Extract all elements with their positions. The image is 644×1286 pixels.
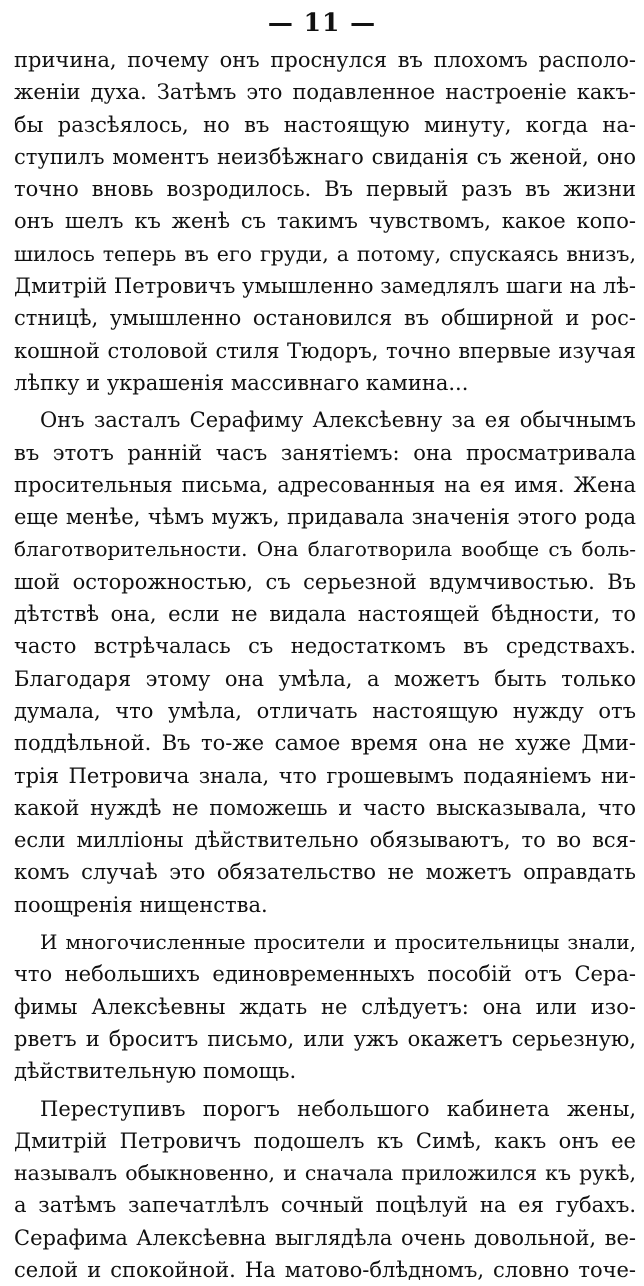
text-line: дѣйствительную помощь. xyxy=(14,1055,636,1087)
text-line: поощренія нищенства. xyxy=(14,889,636,921)
text-line: Дмитрій Петровичъ умышленно замедлялъ шаги на лѣ- xyxy=(14,270,636,302)
text-line: причина, почему онъ проснулся въ плохомъ располо- xyxy=(14,44,636,76)
body-text xyxy=(14,44,636,1286)
paragraph xyxy=(14,1093,636,1286)
text-line: ступилъ моментъ неизбѣжнаго свиданія съ женой, оно xyxy=(14,141,636,173)
paragraph xyxy=(14,44,636,399)
text-line: поддѣльной. Въ то-же самое время она не хуже Дми- xyxy=(14,727,636,759)
text-line: селой и спокойной. На матово-блѣдномъ, словно точе- xyxy=(14,1254,636,1286)
text-line: точно вновь возродилось. Въ первый разъ въ жизни xyxy=(14,173,636,205)
text-line: что небольшихъ единовременныхъ пособій отъ Сера- xyxy=(14,958,636,990)
paragraph xyxy=(14,404,636,921)
text-line: благотворительности. Она благотворила вообще съ боль- xyxy=(14,533,636,565)
text-line: Благодаря этому она умѣла, а можетъ быть только xyxy=(14,663,636,695)
text-line: комъ случаѣ это обязательство не можетъ оправдать xyxy=(14,856,636,888)
text-line: часто встрѣчалась съ недостаткомъ въ средствахъ. xyxy=(14,630,636,662)
page-number: — 11 — xyxy=(0,8,644,38)
paragraph xyxy=(14,926,636,1087)
text-line: въ этотъ ранній часъ занятіемъ: она просматривала xyxy=(14,437,636,469)
text-line: а затѣмъ запечатлѣлъ сочный поцѣлуй на ея губахъ. xyxy=(14,1189,636,1221)
text-line: дѣтствѣ она, если не видала настоящей бѣдности, то xyxy=(14,598,636,630)
text-line: Дмитрій Петровичъ подошелъ къ Симѣ, какъ онъ ее xyxy=(14,1125,636,1157)
text-line: кошной столовой стиля Тюдоръ, точно впервые изучая xyxy=(14,335,636,367)
text-line: если милліоны дѣйствительно обязываютъ, то во вся- xyxy=(14,824,636,856)
text-line: трія Петровича знала, что грошевымъ подаяніемъ ни- xyxy=(14,760,636,792)
text-line: бы разсѣялось, но въ настоящую минуту, когда на- xyxy=(14,109,636,141)
text-line: просительныя письма, адресованныя на ея имя. Жена xyxy=(14,469,636,501)
text-line: стницѣ, умышленно остановился въ обширной и рос- xyxy=(14,302,636,334)
text-line: называлъ обыкновенно, и сначала приложился къ рукѣ, xyxy=(14,1157,636,1189)
text-line: И многочисленные просители и просительницы знали, xyxy=(14,926,636,958)
text-line: еще менѣе, чѣмъ мужъ, придавала значенія этого рода xyxy=(14,501,636,533)
text-line: онъ шелъ къ женѣ съ такимъ чувствомъ, какое копо- xyxy=(14,205,636,237)
text-line: шилось теперь въ его груди, а потому, спускаясь внизъ, xyxy=(14,238,636,270)
text-line: какой нуждѣ не поможешь и часто высказывала, что xyxy=(14,792,636,824)
text-line: рветъ и броситъ письмо, или ужъ окажетъ серьезную, xyxy=(14,1023,636,1055)
text-line: фимы Алексѣевны ждать не слѣдуетъ: она или изо- xyxy=(14,991,636,1023)
text-line: женіи духа. Затѣмъ это подавленное настроеніе какъ- xyxy=(14,76,636,108)
text-line: Переступивъ порогъ небольшого кабинета жены, xyxy=(14,1093,636,1125)
text-line: Онъ засталъ Серафиму Алексѣевну за ея обычнымъ xyxy=(14,404,636,436)
text-line: Серафима Алексѣевна выглядѣла очень довольной, ве- xyxy=(14,1222,636,1254)
text-line: думала, что умѣла, отличать настоящую нужду отъ xyxy=(14,695,636,727)
text-line: лѣпку и украшенія массивнаго камина... xyxy=(14,367,636,399)
text-line: шой осторожностью, съ серьезной вдумчивостью. Въ xyxy=(14,566,636,598)
